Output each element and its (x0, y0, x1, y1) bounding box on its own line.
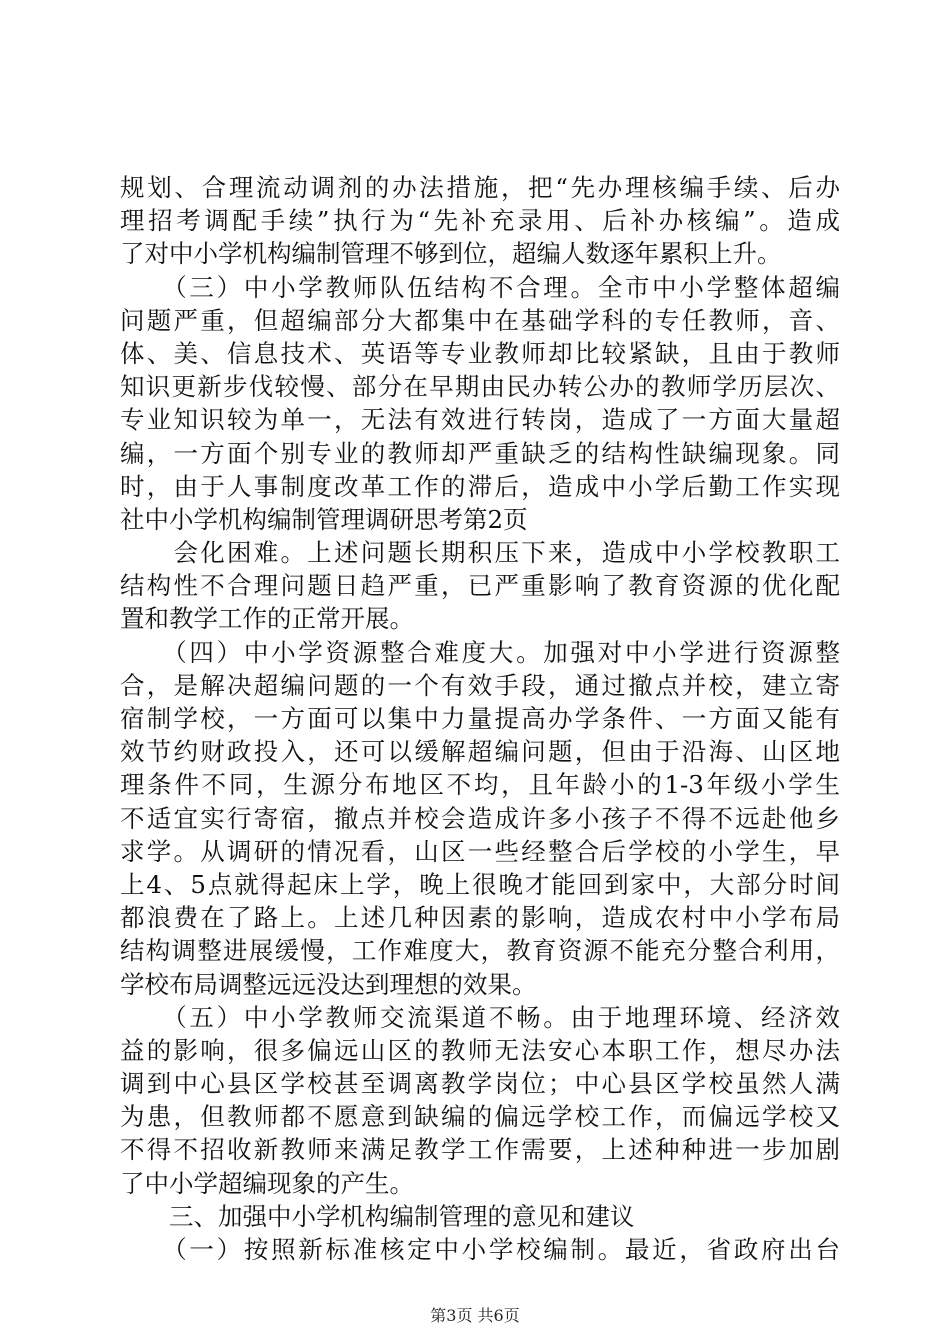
text-line: 益的影响，很多偏远山区的教师无法安心本职工作，想尽办法 (120, 1035, 840, 1065)
text-line: 上4、5点就得起床上学，晚上很晚才能回到家中，大部分时间 (120, 869, 840, 899)
text-line: 了对中小学机构编制管理不够到位，超编人数逐年累积上升。 (120, 239, 782, 269)
text-line: 学校布局调整远远没达到理想的效果。 (120, 969, 537, 999)
text-line: 了中小学超编现象的产生。 (120, 1168, 414, 1198)
text-line: （四）中小学资源整合难度大。加强对中小学进行资源整 (120, 637, 840, 667)
page-footer: 第3页 共6页 (430, 1306, 520, 1325)
text-line: 调到中心县区学校甚至调离教学岗位；中心县区学校虽然人满 (120, 1069, 840, 1099)
text-line: 置和教学工作的正常开展。 (120, 604, 414, 634)
text-line: 合，是解决超编问题的一个有效手段，通过撤点并校，建立寄 (120, 670, 840, 700)
text-line: 编，一方面个别专业的教师却严重缺乏的结构性缺编现象。同 (120, 438, 840, 468)
text-line: 不得不招收新教师来满足教学工作需要，上述种种进一步加剧 (120, 1135, 840, 1165)
text-line: 都浪费在了路上。上述几种因素的影响，造成农村中小学布局 (120, 903, 840, 933)
text-line: 社中小学机构编制管理调研思考第2页 (120, 504, 528, 534)
text-line: 体、美、信息技术、英语等专业教师却比较紧缺，且由于教师 (120, 338, 840, 368)
text-line: 理招考调配手续”执行为“先补充录用、后补办核编”。造成 (120, 206, 840, 236)
text-line: （五）中小学教师交流渠道不畅。由于地理环境、经济效 (120, 1002, 840, 1032)
text-line: （一）按照新标准核定中小学校编制。最近，省政府出台 (120, 1235, 840, 1264)
text-line: 理条件不同，生源分布地区不均，且年龄小的1-3年级小学生 (120, 770, 840, 800)
text-line: 会化困难。上述问题长期积压下来，造成中小学校教职工 (120, 538, 840, 568)
text-line: 专业知识较为单一，无法有效进行转岗，造成了一方面大量超 (120, 405, 840, 435)
text-line: 宿制学校，一方面可以集中力量提高办学条件、一方面又能有 (120, 704, 840, 733)
text-line: 不适宜实行寄宿，撤点并校会造成许多小孩子不得不远赴他乡 (120, 803, 840, 833)
document-body (120, 171, 840, 1266)
text-line: （三）中小学教师队伍结构不合理。全市中小学整体超编 (120, 272, 840, 302)
text-line: 三、加强中小学机构编制管理的意见和建议 (120, 1201, 635, 1231)
text-line: 问题严重，但超编部分大都集中在基础学科的专任教师，音、 (120, 305, 840, 335)
text-line: 为患，但教师都不愿意到缺编的偏远学校工作，而偏远学校又 (120, 1102, 840, 1132)
text-line: 规划、合理流动调剂的办法措施，把“先办理核编手续、后办 (120, 173, 840, 202)
text-line: 时，由于人事制度改革工作的滞后，造成中小学后勤工作实现 (120, 471, 840, 501)
text-line: 求学。从调研的情况看，山区一些经整合后学校的小学生，早 (120, 836, 840, 866)
text-line: 结构性不合理问题日趋严重，已严重影响了教育资源的优化配 (120, 571, 840, 601)
text-line: 知识更新步伐较慢、部分在早期由民办转公办的教师学历层次、 (120, 372, 840, 402)
text-line: 结构调整进展缓慢，工作难度大，教育资源不能充分整合利用， (120, 936, 840, 966)
text-line: 效节约财政投入，还可以缓解超编问题，但由于沿海、山区地 (120, 737, 840, 767)
